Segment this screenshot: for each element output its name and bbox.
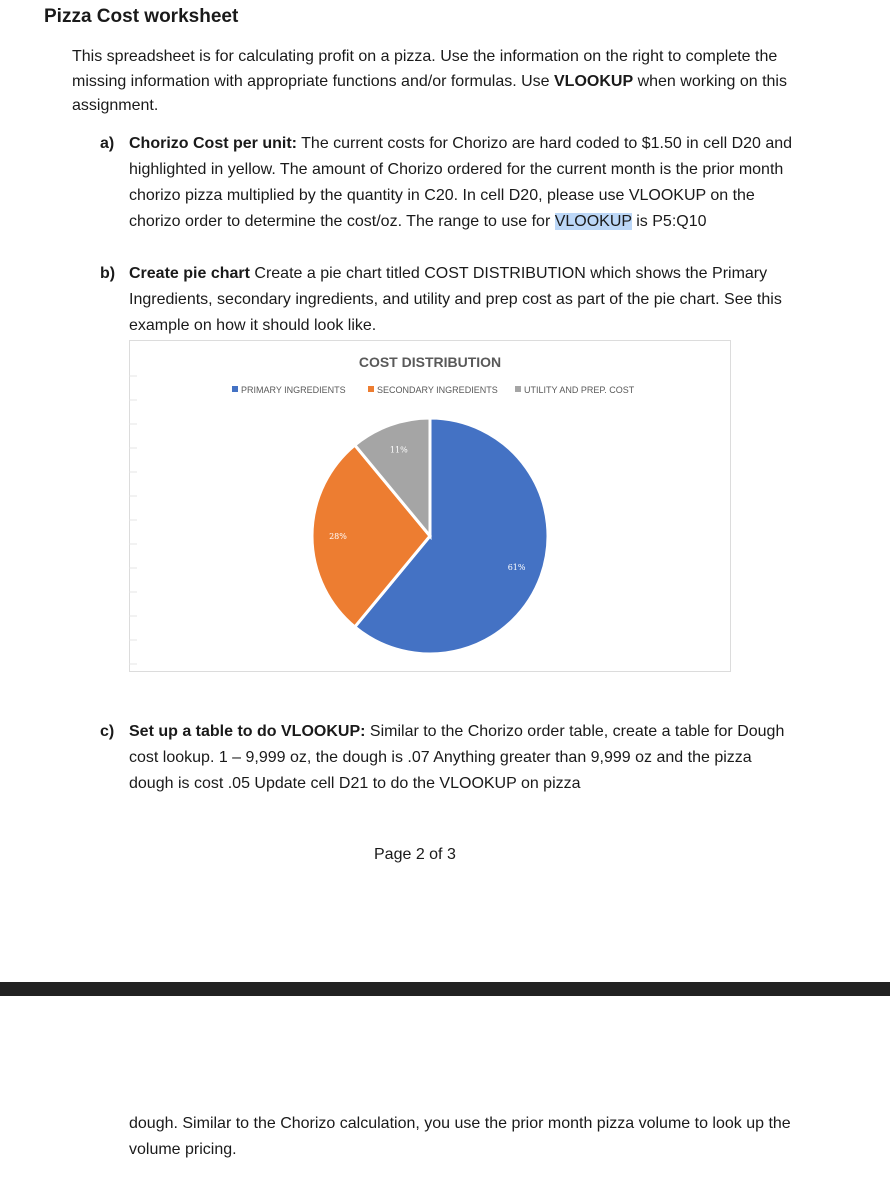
item-b-heading: Create pie chart: [129, 265, 250, 282]
page-number: Page 2 of 3: [374, 846, 456, 863]
item-c-body: Similar to the Chorizo order table, create a table for Dough cost lookup. 1 – 9,999 oz, the dough is .07 Anything greater than 9,999 oz and the pizza dough is cost .05 Update cell D21 to do the VLOOKUP on pizza: [129, 723, 785, 792]
item-c-heading: Set up a table to do VLOOKUP:: [129, 723, 366, 740]
item-c-label: c): [100, 723, 115, 740]
item-a-highlight: VLOOKUP: [554, 213, 632, 230]
intro-bold-text: VLOOKUP: [554, 72, 634, 90]
item-b-label: b): [100, 265, 116, 282]
chart-title: COST DISTRIBUTION: [358, 354, 502, 370]
item-c: [100, 719, 800, 797]
item-a-body-end: is P5:Q10: [631, 213, 707, 230]
pie-data-label: 61%: [507, 563, 526, 573]
legend-label: SECONDARY INGREDIENTS: [377, 385, 498, 395]
item-c-text: [129, 719, 800, 797]
pie-slices: [312, 418, 548, 654]
page-divider: [0, 982, 890, 996]
legend-swatch: [232, 386, 238, 392]
item-b-body: Create a pie chart titled COST DISTRIBUTION which shows the Primary Ingredients, secondary ingredients, and utility and prep cost as part of the pie chart. See this example on how it should look like.: [129, 265, 782, 334]
item-a-label: a): [100, 135, 115, 152]
continuation-text: dough. Similar to the Chorizo calculation, you use the prior month pizza volume to look up the volume pricing.: [129, 1115, 791, 1158]
cost-distribution-chart: [129, 340, 731, 672]
pie-chart-svg: [129, 340, 731, 672]
legend-label: PRIMARY INGREDIENTS: [241, 385, 346, 395]
pie-data-label: 11%: [389, 445, 408, 455]
legend-swatch: [515, 386, 521, 392]
item-a-text: [129, 131, 800, 235]
intro-text-end: when working on this assignment.: [72, 72, 787, 114]
item-b-text: [129, 261, 800, 339]
intro-paragraph: [72, 45, 792, 119]
pie-data-label: 28%: [329, 532, 347, 541]
item-a-heading: Chorizo Cost per unit:: [129, 135, 297, 152]
item-a-body: The current costs for Chorizo are hard coded to $1.50 in cell D20 and highlighted in yellow. The amount of Chorizo ordered for the current month is the prior month chorizo pizza multiplied by the quantity in C20. In cell D20, please use VLOOKUP on the chorizo order to determine the cost/oz. The range to use for: [129, 135, 793, 230]
intro-text: This spreadsheet is for calculating profit on a pizza. Use the information on the right to complete the missing information with appropriate functions and/or formulas. Use: [72, 48, 778, 90]
item-a: [100, 131, 800, 235]
chart-legend: [232, 385, 635, 395]
legend-label: UTILITY AND PREP. COST: [524, 385, 635, 395]
item-b: [100, 261, 800, 339]
legend-swatch: [368, 386, 374, 392]
document-title: Pizza Cost worksheet: [44, 6, 239, 27]
